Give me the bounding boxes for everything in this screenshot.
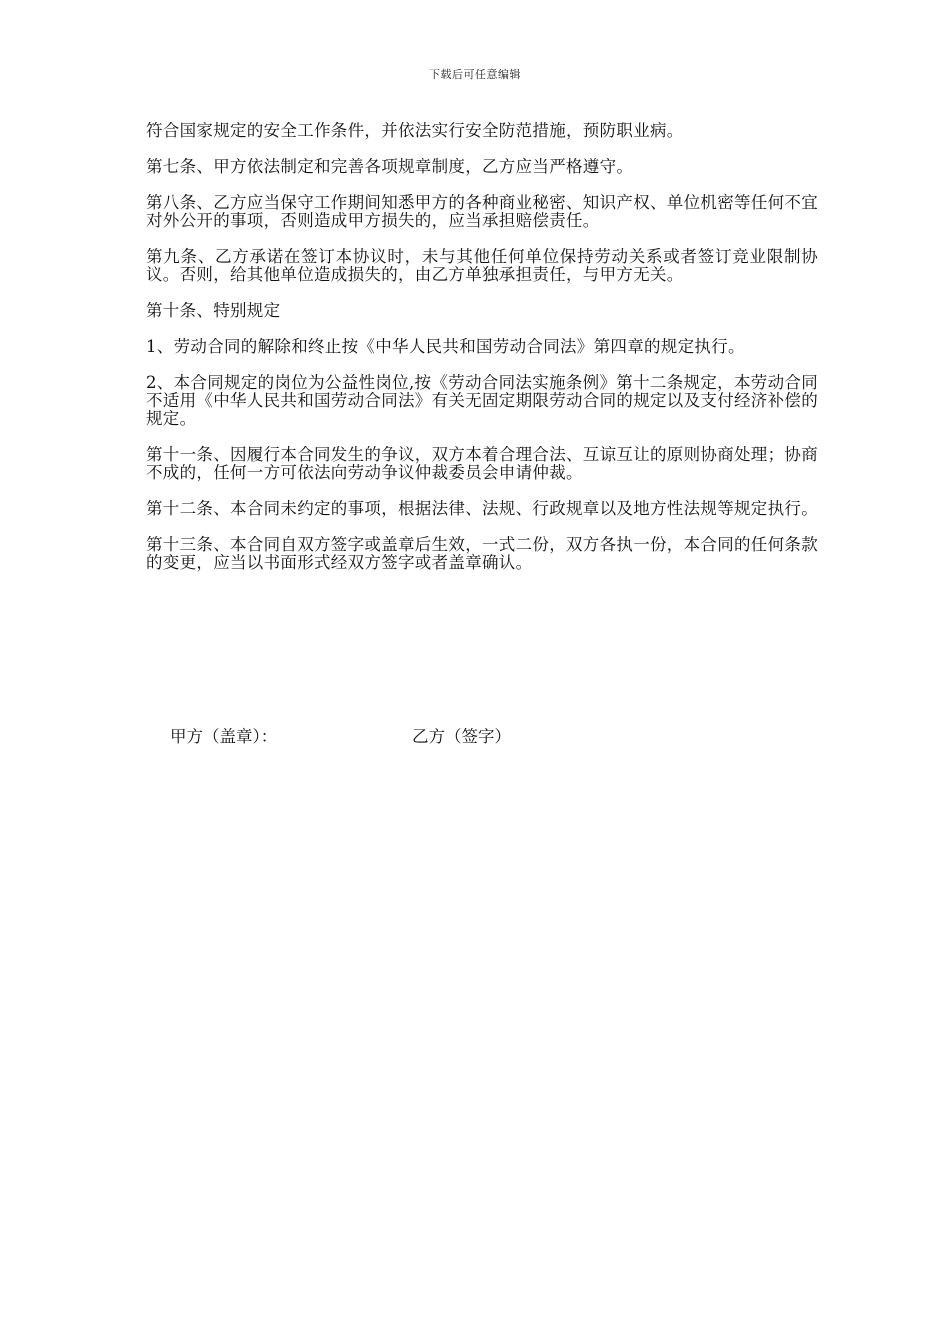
header-note: 下载后可任意编辑 bbox=[429, 68, 521, 81]
paragraph-article-10-heading: 第十条、特别规定 bbox=[146, 301, 281, 320]
paragraph-article-12: 第十二条、本合同未约定的事项，根据法律、法规、行政规章以及地方性法规等规定执行。 bbox=[146, 499, 818, 518]
paragraph-article-7: 第七条、甲方依法制定和完善各项规章制度，乙方应当严格遵守。 bbox=[146, 157, 634, 176]
paragraph-article-13: 第十三条、本合同自双方签字或盖章后生效，一式二份，双方各执一份，本合同的任何条款的变更，应当以书面形式经双方签字或者盖章确认。 bbox=[146, 535, 818, 572]
paragraph-safety-conditions: 符合国家规定的安全工作条件，并依法实行安全防范措施，预防职业病。 bbox=[146, 121, 684, 140]
paragraph-article-8: 第八条、乙方应当保守工作期间知悉甲方的各种商业秘密、知识产权、单位机密等任何不宜对外公开的事项，否则造成甲方损失的，应当承担赔偿责任。 bbox=[146, 193, 818, 230]
paragraph-article-11: 第十一条、因履行本合同发生的争议，双方本着合理合法、互谅互让的原则协商处理；协商不成的，任何一方可依法向劳动争议仲裁委员会申请仲裁。 bbox=[146, 445, 818, 482]
party-a-signature-label: 甲方（盖章）： bbox=[170, 727, 278, 746]
paragraph-article-10-item-1: 1、劳动合同的解除和终止按《中华人民共和国劳动合同法》第四章的规定执行。 bbox=[146, 337, 745, 356]
paragraph-article-9: 第九条、乙方承诺在签订本协议时，未与其他任何单位保持劳动关系或者签订竞业限制协议。否则，给其他单位造成损失的，由乙方单独承担责任，与甲方无关。 bbox=[146, 247, 818, 284]
signature-block bbox=[170, 727, 770, 751]
document-body bbox=[146, 122, 818, 590]
paragraph-article-10-item-2: 2、本合同规定的岗位为公益性岗位,按《劳动合同法实施条例》第十二条规定，本劳动合同不适用《中华人民共和国劳动合同法》有关无固定期限劳动合同的规定以及支付经济补偿的规定。 bbox=[146, 373, 818, 428]
party-b-signature-label: 乙方（签字） bbox=[412, 727, 511, 746]
